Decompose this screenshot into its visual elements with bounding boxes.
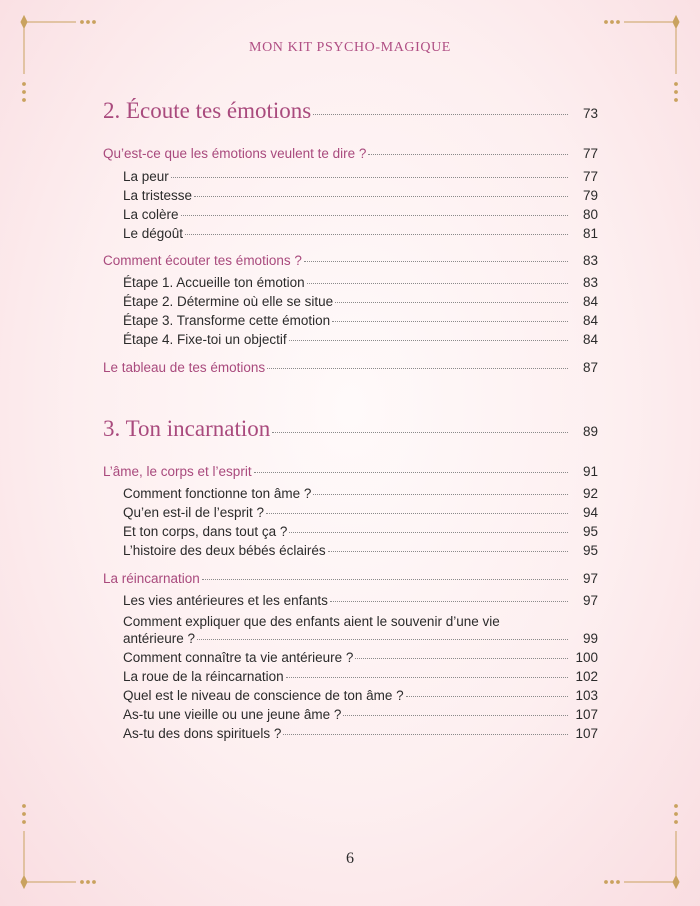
page-ref: 89 bbox=[582, 424, 598, 439]
dot-leader bbox=[283, 733, 568, 735]
toc-section-heading[interactable] bbox=[103, 571, 598, 590]
entry-title: As-tu des dons spirituels ? bbox=[123, 726, 282, 741]
toc-entry[interactable] bbox=[103, 543, 598, 562]
toc-chapter-2 bbox=[103, 98, 598, 132]
section-title: Le tableau de tes émotions bbox=[103, 360, 266, 375]
toc-section-heading[interactable] bbox=[103, 464, 598, 483]
entry-title-line1: Comment expliquer que des enfants aient le souvenir d’une vie bbox=[123, 614, 500, 629]
toc-section-ecouter bbox=[103, 253, 598, 351]
dot-leader bbox=[355, 657, 568, 659]
section-title: L’âme, le corps et l’esprit bbox=[103, 464, 252, 479]
toc-section-reincarnation bbox=[103, 571, 598, 745]
toc-entry[interactable] bbox=[103, 188, 598, 207]
entry-title: Étape 1. Accueille ton émotion bbox=[123, 275, 305, 290]
toc-entry[interactable] bbox=[103, 650, 598, 669]
page-ref: 103 bbox=[575, 688, 598, 703]
entry-title: L’histoire des deux bébés éclairés bbox=[123, 543, 326, 558]
dot-leader bbox=[272, 431, 568, 433]
dot-leader bbox=[328, 550, 568, 552]
toc-section-ame bbox=[103, 464, 598, 562]
dot-leader bbox=[267, 367, 568, 369]
dot-leader bbox=[202, 578, 568, 580]
dot-leader bbox=[307, 282, 568, 284]
section-title: Comment écouter tes émotions ? bbox=[103, 253, 302, 268]
dot-leader bbox=[330, 600, 568, 602]
toc-entry[interactable] bbox=[103, 688, 598, 707]
toc-chapter-3 bbox=[103, 416, 598, 450]
toc-chapter-heading[interactable] bbox=[103, 416, 598, 450]
entry-title: Étape 3. Transforme cette émotion bbox=[123, 313, 331, 328]
page-ref: 77 bbox=[582, 146, 598, 161]
page-ref: 87 bbox=[582, 360, 598, 375]
dot-leader bbox=[266, 512, 568, 514]
corner-ornament-bottom-left bbox=[16, 796, 106, 891]
page-ref: 95 bbox=[582, 543, 598, 558]
page-ref: 83 bbox=[582, 253, 598, 268]
page-ref: 107 bbox=[575, 707, 598, 722]
dot-leader bbox=[286, 676, 568, 678]
entry-title: La peur bbox=[123, 169, 169, 184]
dot-leader bbox=[171, 176, 568, 178]
toc-entry[interactable] bbox=[103, 207, 598, 226]
toc-chapter-heading[interactable] bbox=[103, 98, 598, 132]
dot-leader bbox=[197, 638, 568, 640]
entry-title: La colère bbox=[123, 207, 179, 222]
page-ref: 83 bbox=[582, 275, 598, 290]
toc-section-heading[interactable] bbox=[103, 146, 598, 165]
entry-title-line2: antérieure ? bbox=[123, 631, 196, 646]
corner-ornament-bottom-right bbox=[594, 796, 684, 891]
toc-entry[interactable] bbox=[103, 294, 598, 313]
dot-leader bbox=[332, 320, 568, 322]
toc-section-tableau bbox=[103, 360, 598, 379]
entry-title: La tristesse bbox=[123, 188, 193, 203]
entry-title: Le dégoût bbox=[123, 226, 184, 241]
toc-entry[interactable] bbox=[103, 669, 598, 688]
dot-leader bbox=[313, 113, 568, 115]
entry-title: Et ton corps, dans tout ça ? bbox=[123, 524, 288, 539]
page-ref: 94 bbox=[582, 505, 598, 520]
dot-leader bbox=[304, 260, 568, 262]
entry-title: Comment fonctionne ton âme ? bbox=[123, 486, 312, 501]
page-ref: 91 bbox=[582, 464, 598, 479]
dot-leader bbox=[289, 339, 568, 341]
entry-title: La roue de la réincarnation bbox=[123, 669, 284, 684]
toc-entry[interactable] bbox=[103, 524, 598, 543]
dot-leader bbox=[335, 301, 568, 303]
page-ref: 95 bbox=[582, 524, 598, 539]
dot-leader bbox=[368, 153, 568, 155]
dot-leader bbox=[289, 531, 568, 533]
page-ref: 84 bbox=[582, 332, 598, 347]
toc-section-heading[interactable] bbox=[103, 360, 598, 379]
entry-title: Quel est le niveau de conscience de ton âme ? bbox=[123, 688, 404, 703]
section-title: Qu’est-ce que les émotions veulent te dire ? bbox=[103, 146, 367, 161]
page-ref: 73 bbox=[582, 106, 598, 121]
running-header: MON KIT PSYCHO-MAGIQUE bbox=[249, 40, 451, 55]
dot-leader bbox=[254, 471, 568, 473]
page-ref: 77 bbox=[582, 169, 598, 184]
page-ref: 97 bbox=[582, 571, 598, 586]
toc-entry[interactable] bbox=[103, 275, 598, 294]
page-ref: 107 bbox=[575, 726, 598, 741]
page-ref: 102 bbox=[575, 669, 598, 684]
page-ref: 84 bbox=[582, 294, 598, 309]
toc-entry[interactable] bbox=[103, 313, 598, 332]
page-ref: 80 bbox=[582, 207, 598, 222]
entry-title: As-tu une vieille ou une jeune âme ? bbox=[123, 707, 342, 722]
entry-title: Étape 4. Fixe-toi un objectif bbox=[123, 332, 287, 347]
page-ref: 81 bbox=[582, 226, 598, 241]
entry-title: Qu’en est-il de l’esprit ? bbox=[123, 505, 265, 520]
toc-entry-multiline[interactable] bbox=[103, 612, 598, 650]
page-ref: 79 bbox=[582, 188, 598, 203]
entry-title: Les vies antérieures et les enfants bbox=[123, 593, 328, 608]
page-ref: 97 bbox=[582, 593, 598, 608]
toc-entry[interactable] bbox=[103, 505, 598, 524]
dot-leader bbox=[313, 493, 568, 495]
page-ref: 92 bbox=[582, 486, 598, 501]
page-ref: 99 bbox=[582, 631, 598, 646]
chapter-title: 2. Écoute tes émotions bbox=[103, 98, 312, 123]
page-number: 6 bbox=[346, 850, 354, 867]
toc-entry[interactable] bbox=[103, 486, 598, 505]
section-title: La réincarnation bbox=[103, 571, 200, 586]
toc-section-heading[interactable] bbox=[103, 253, 598, 272]
toc-entry[interactable] bbox=[103, 593, 598, 612]
toc-section-emotions bbox=[103, 146, 598, 245]
toc-entry[interactable] bbox=[103, 332, 598, 351]
dot-leader bbox=[194, 195, 568, 197]
toc-entry[interactable] bbox=[103, 169, 598, 188]
chapter-title: 3. Ton incarnation bbox=[103, 416, 271, 441]
dot-leader bbox=[343, 714, 568, 716]
page-ref: 84 bbox=[582, 313, 598, 328]
page-ref: 100 bbox=[575, 650, 598, 665]
entry-title: Étape 2. Détermine où elle se situe bbox=[123, 294, 334, 309]
dot-leader bbox=[181, 214, 568, 216]
toc-entry[interactable] bbox=[103, 726, 598, 745]
toc-entry[interactable] bbox=[103, 226, 598, 245]
dot-leader bbox=[406, 695, 568, 697]
toc-entry[interactable] bbox=[103, 707, 598, 726]
entry-title: Comment connaître ta vie antérieure ? bbox=[123, 650, 354, 665]
dot-leader bbox=[185, 233, 568, 235]
corner-ornament-top-left bbox=[16, 14, 106, 109]
corner-ornament-top-right bbox=[594, 14, 684, 109]
